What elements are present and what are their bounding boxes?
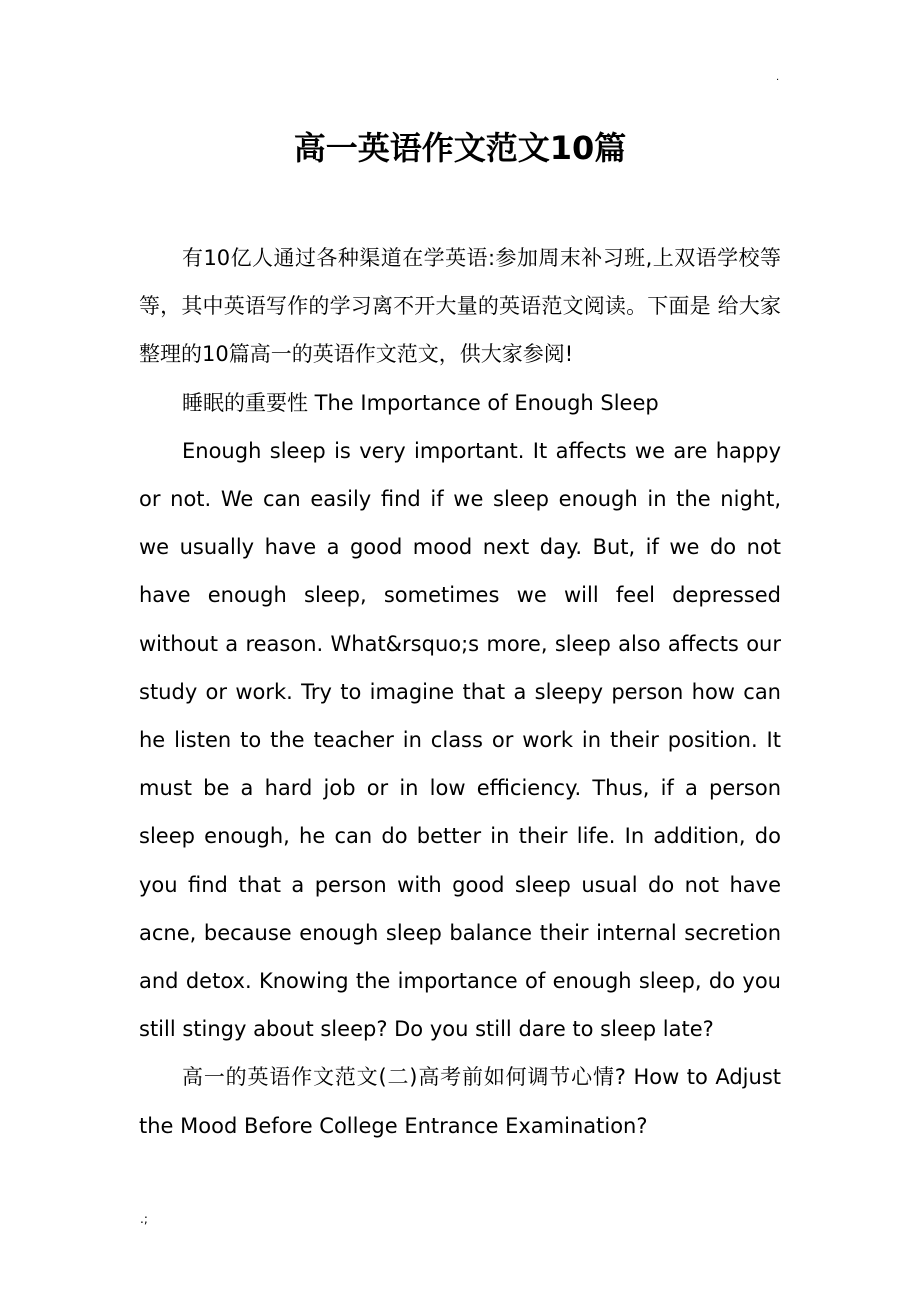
essay-body-1: Enough sleep is very important. It affects we are happy or not. We can easily find if we sleep enough in the night, we usually have a good mood next day. But, if we do not have enough sleep, sometimes we will feel depressed without a reason. What&rsquo;s more, sleep also affects our study or work. Try to imagine that a sleepy person how can he listen to the teacher in class or work in their position. It must be a hard job or in low efficiency. Thus, if a person sleep enough, he can do better in their life. In addition, do you find that a person with good sleep usual do not have acne, because enough sleep balance their internal secretion and detox. Knowing the importance of enough sleep, do you still stingy about sleep? Do you still dare to sleep late? — [139, 438, 781, 1042]
document-body — [139, 234, 781, 1150]
intro-paragraph: 有10亿人通过各种渠道在学英语:参加周末补习班,上双语学校等等，其中英语写作的学习离不开大量的英语范文阅读。下面是 给大家整理的10篇高一的英语作文范文，供大家参阅! — [139, 246, 781, 367]
corner-mark-bottom: .; — [140, 1212, 148, 1226]
document-title: 高一英语作文范文10篇 — [293, 129, 627, 167]
corner-mark-top: . — [776, 72, 780, 83]
essay-heading-1: 睡眠的重要性 The Importance of Enough Sleep — [182, 390, 659, 415]
essay-heading-2: 高一的英语作文范文(二)高考前如何调节心情? How to Adjust the Mood Before College Entrance Examination? — [139, 1065, 781, 1138]
